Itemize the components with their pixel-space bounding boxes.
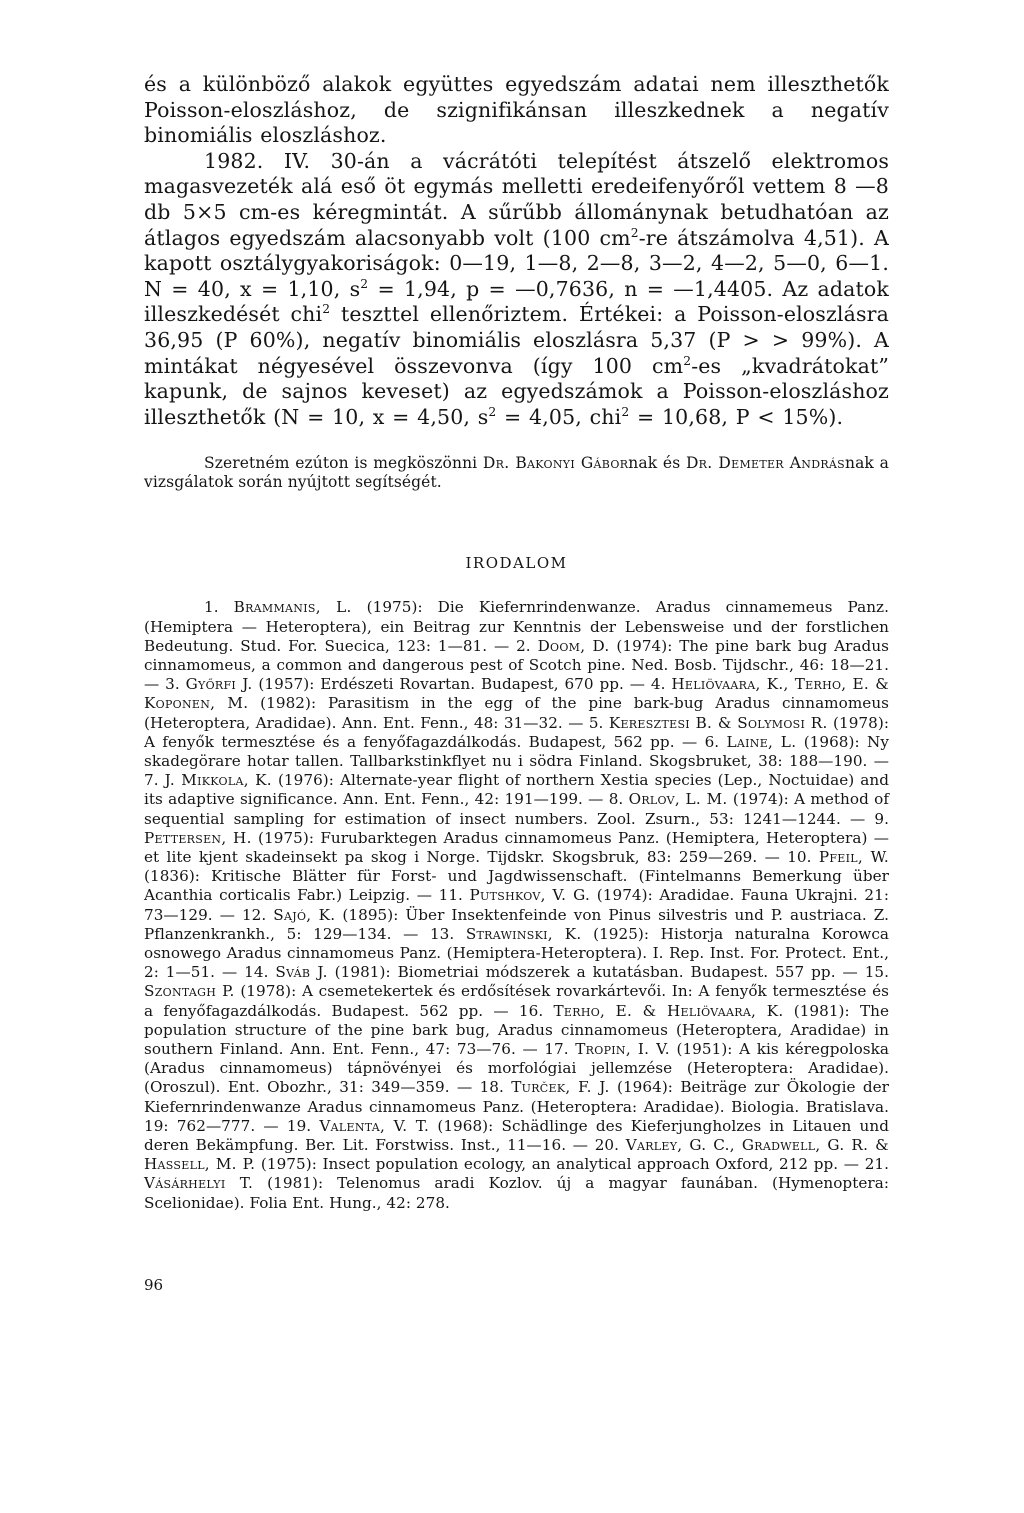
reference-text: (1978): A csemetekertek és erdősítések rovarkártevői. In: A fenyők termesztése és a fenyőfagazdálkodás. Budapest. 562 pp. — — [144, 982, 889, 1020]
reference-author: Pettersen, H. — [144, 828, 252, 847]
reference-text: (1974): The pine bark bug Aradus cinnamomeus, a common and dangerous pest of Scotch pine. Ned. Bosb. Tijdschr., 46: 18—21. — — [144, 636, 889, 694]
reference-number: 2. — [516, 636, 538, 655]
reference-entry — [244, 963, 865, 981]
page-number: 96 — [144, 1276, 164, 1294]
references-heading: IRODALOM — [465, 554, 568, 573]
reference-text: (1968): Schädlinge des Kieferjungholzes in Litauen und deren Bekämpfung. Ber. Lit. Forstwiss. Inst., 11—16. — — [144, 1116, 889, 1154]
reference-text: (1975): Insect population ecology, an analytical approach Oxford, 212 pp. — — [255, 1155, 865, 1174]
reference-number: 15. — [864, 963, 889, 982]
reference-author: Laine, L. — [726, 732, 797, 751]
reference-text: (1964): Beiträge zur Ökologie der Kiefernrindenwanze Aradus cinnamomeus Panz. (Heteroptera: Aradidae). Biologia. Bratislava. 19: 762—777. — — [144, 1078, 889, 1135]
ack-name-1: Dr. Bakonyi Gábor — [482, 454, 629, 473]
reference-number: 18. — [479, 1078, 512, 1097]
reference-author: Keresztesi B. & Solymosi R. — [608, 713, 828, 732]
reference-author: Doom, D. — [537, 636, 610, 655]
reference-number: 12. — [241, 905, 274, 924]
reference-author: Pfeil, W. — [818, 847, 889, 866]
reference-author: Varley, G. C., Gradwell, G. R. & Hassell, M. P. — [144, 1136, 889, 1174]
reference-number: 13. — [429, 924, 466, 943]
reference-author: Putshkov, V. G. — [469, 886, 591, 905]
reference-number: 14. — [244, 963, 276, 982]
reference-text: (1976): Alternate-year flight of northern Xestia species (Lep., Noctuidae) and its adaptive significance. Ann. Ent. Fenn., 42: 191—199. — — [144, 771, 889, 809]
reference-text: (1957): Erdészeti Rovartan. Budapest, 670 pp. — — [252, 675, 651, 694]
reference-number: 1. — [204, 598, 234, 617]
reference-number: 17. — [544, 1039, 576, 1058]
paragraph-2: 1982. IV. 30-án a vácrátóti telepítést átszelő elektromos magasvezeték alá eső öt egymás melletti eredeifenyőről vettem 8 —8 db 5×5 cm-es kéregmintát. A sűrűbb állománynak betudhatóan az átlagos egyedszám alacsonyabb volt (100 $cm^2-re$ átszámolva 4,51). A kapott osztálygyakoriságok: 0—19, 1—8, 2—8, 3—2, 4—2, 5—0, 6—1. N = 40, x = 1,10, $s^2 = 1,94$, p = —0,7636, n = —1,4405. Az adatok illeszkedését chi$^2$ teszttel ellenőriztem. Értékei: a Poisson-eloszlásra 36,95 (P 60%), negatív binomiális eloszlásra 5,37 (P > > 99%). A mintákat négyesével összevonva (így 100 $cm^2-es$ „kvadrátokat” kapunk, de sajnos keveset) az egyedszámok a Poisson-eloszláshoz illeszthetők (N = 10, x = 4,50, $s^2 = 4,05$, chi$^2$ = 10,68, P < 15%). — [144, 148, 889, 429]
reference-text: (1975): Furubarktegen Aradus cinnamomeus Panz. (Hemiptera, Heteroptera) — et lite kjent skadeinsekt pa skog i Norge. Tijdskr. Skogsbruk, 83: 259—269. — — [144, 828, 889, 866]
reference-author: Orlov, L. M. — [628, 790, 728, 809]
reference-text: (1981): Telenomus aradi Kozlov. új a magyar faunában. (Hymenoptera: Scelionidae). Folia Ent. Hung., 42: 278. — [144, 1174, 889, 1212]
reference-number: 9. — [874, 809, 889, 828]
paragraph-1: és a különböző alakok együttes egyedszám adatai nem illeszthetők Poisson-eloszláshoz, de szignifikánsan illeszkednek a negatív binomiális eloszláshoz. — [144, 72, 889, 148]
main-text — [144, 72, 889, 430]
references-list — [144, 598, 889, 1213]
reference-entry — [165, 675, 651, 693]
reference-text: (1975): Die Kiefernrindenwanze. Aradus cinnamemeus Panz. (Hemiptera — Heteroptera), ein Beitrag zur Kenntnis der Lebensweise und der forstlichen Bedeutung. Stud. For. Suecica, 123: 1—81. — — [144, 598, 889, 655]
reference-author: Brammanis, L. — [233, 598, 352, 617]
reference-author: Sváb J. — [275, 963, 328, 982]
reference-author: Terho, E. & Heliövaara, K. — [553, 1001, 784, 1020]
reference-number: 16. — [518, 1001, 554, 1020]
reference-author: Vásárhelyi T. — [144, 1174, 254, 1193]
reference-number: 20. — [594, 1136, 626, 1154]
reference-text: (1974): A method of sequential sampling for estimation of insect numbers. Zool. Zsurn., 53: 1241—1244. — — [144, 790, 889, 828]
reference-author: Szontagh P. — [144, 982, 235, 1001]
reference-text: (1895): Über Insektenfeinde von Pinus silvestris und P. austriaca. Z. Pflanzenkrankh., 5: 129—134. — — [144, 905, 890, 943]
reference-text: (1981): Biometriai módszerek a kutatásban. Budapest. 557 pp. — — [327, 963, 865, 982]
reference-author: J. Mikkola, K. — [164, 771, 272, 790]
reference-author: Tropin, I. V. — [575, 1039, 670, 1058]
reference-text: (1925): Historja naturalna Korowca osnowego Aradus cinnamomeus Panz. (Hemiptera-Heteroptera). I. Rep. Inst. For. Protect. Ent., 2: 1—51. — — [144, 924, 889, 982]
reference-text: (1836): Kritische Blätter für Forst- und Jagdwissenschaft. (Fintelmanns Bemerkung über Acanthia corticalis Fabr.) Leipzig. — — [144, 867, 889, 905]
reference-text: (1951): A kis kéregpoloska (Aradus cinnamomeus) tápnövényei és morfológiai jellemzése (Heteroptera: Aradidae). (Oroszul). Ent. Obozhr., 31: 349—359. — — [144, 1039, 889, 1097]
reference-author: Heliövaara, K., Terho, E. & Koponen, M. — [144, 675, 890, 713]
reference-text: (1981): The population structure of the pine bark bug, Aradus cinnamomeus (Heteroptera, Aradidae) in southern Finland. Ann. Ent. Fenn., 47: 73—76. — — [144, 1001, 889, 1058]
reference-author: Sajó, K. — [273, 905, 336, 924]
page-content — [144, 72, 889, 1228]
reference-number: 7. — [144, 771, 165, 790]
reference-text: (1974): Aradidae. Fauna Ukrajni. 21: 73—129. — — [144, 886, 890, 924]
reference-author: Győrfi J. — [185, 675, 253, 694]
reference-text: (1982): Parasitism in the egg of the pine bark-bug Aradus cinnamomeus (Heteroptera, Aradidae). Ann. Ent. Fenn., 48: 31—32. — — [144, 694, 889, 732]
reference-number: 5. — [588, 713, 609, 732]
reference-number: 4. — [650, 675, 672, 694]
reference-author: Turček, F. J. — [511, 1078, 610, 1097]
reference-author: Valenta, V. T. — [319, 1116, 430, 1135]
reference-number: 6. — [704, 732, 727, 751]
reference-number: 3. — [165, 675, 186, 694]
acknowledgement: Szeretném ezúton is megköszönni Dr. Bakonyi Gábornak és Dr. Demeter Andrásnak a vizsgálatok során nyújtott segítségét. — [144, 454, 889, 492]
reference-number: 19. — [286, 1116, 320, 1135]
reference-text: (1978): A fenyők termesztése és a fenyőfagazdálkodás. Budapest, 562 pp. — — [144, 713, 889, 751]
ack-name-2: Dr. Demeter András — [685, 454, 845, 473]
reference-number: 11. — [438, 886, 470, 905]
reference-number: 8. — [608, 790, 629, 809]
reference-text: (1968): Ny skadegörare hotar tallen. Tallbarkstinkflyet nu i södra Finland. Skogsbruket, 38: 188—190. — — [144, 732, 890, 770]
reference-author: Strawinski, K. — [465, 924, 582, 943]
reference-number: 21. — [864, 1155, 889, 1174]
reference-number: 10. — [787, 847, 819, 866]
